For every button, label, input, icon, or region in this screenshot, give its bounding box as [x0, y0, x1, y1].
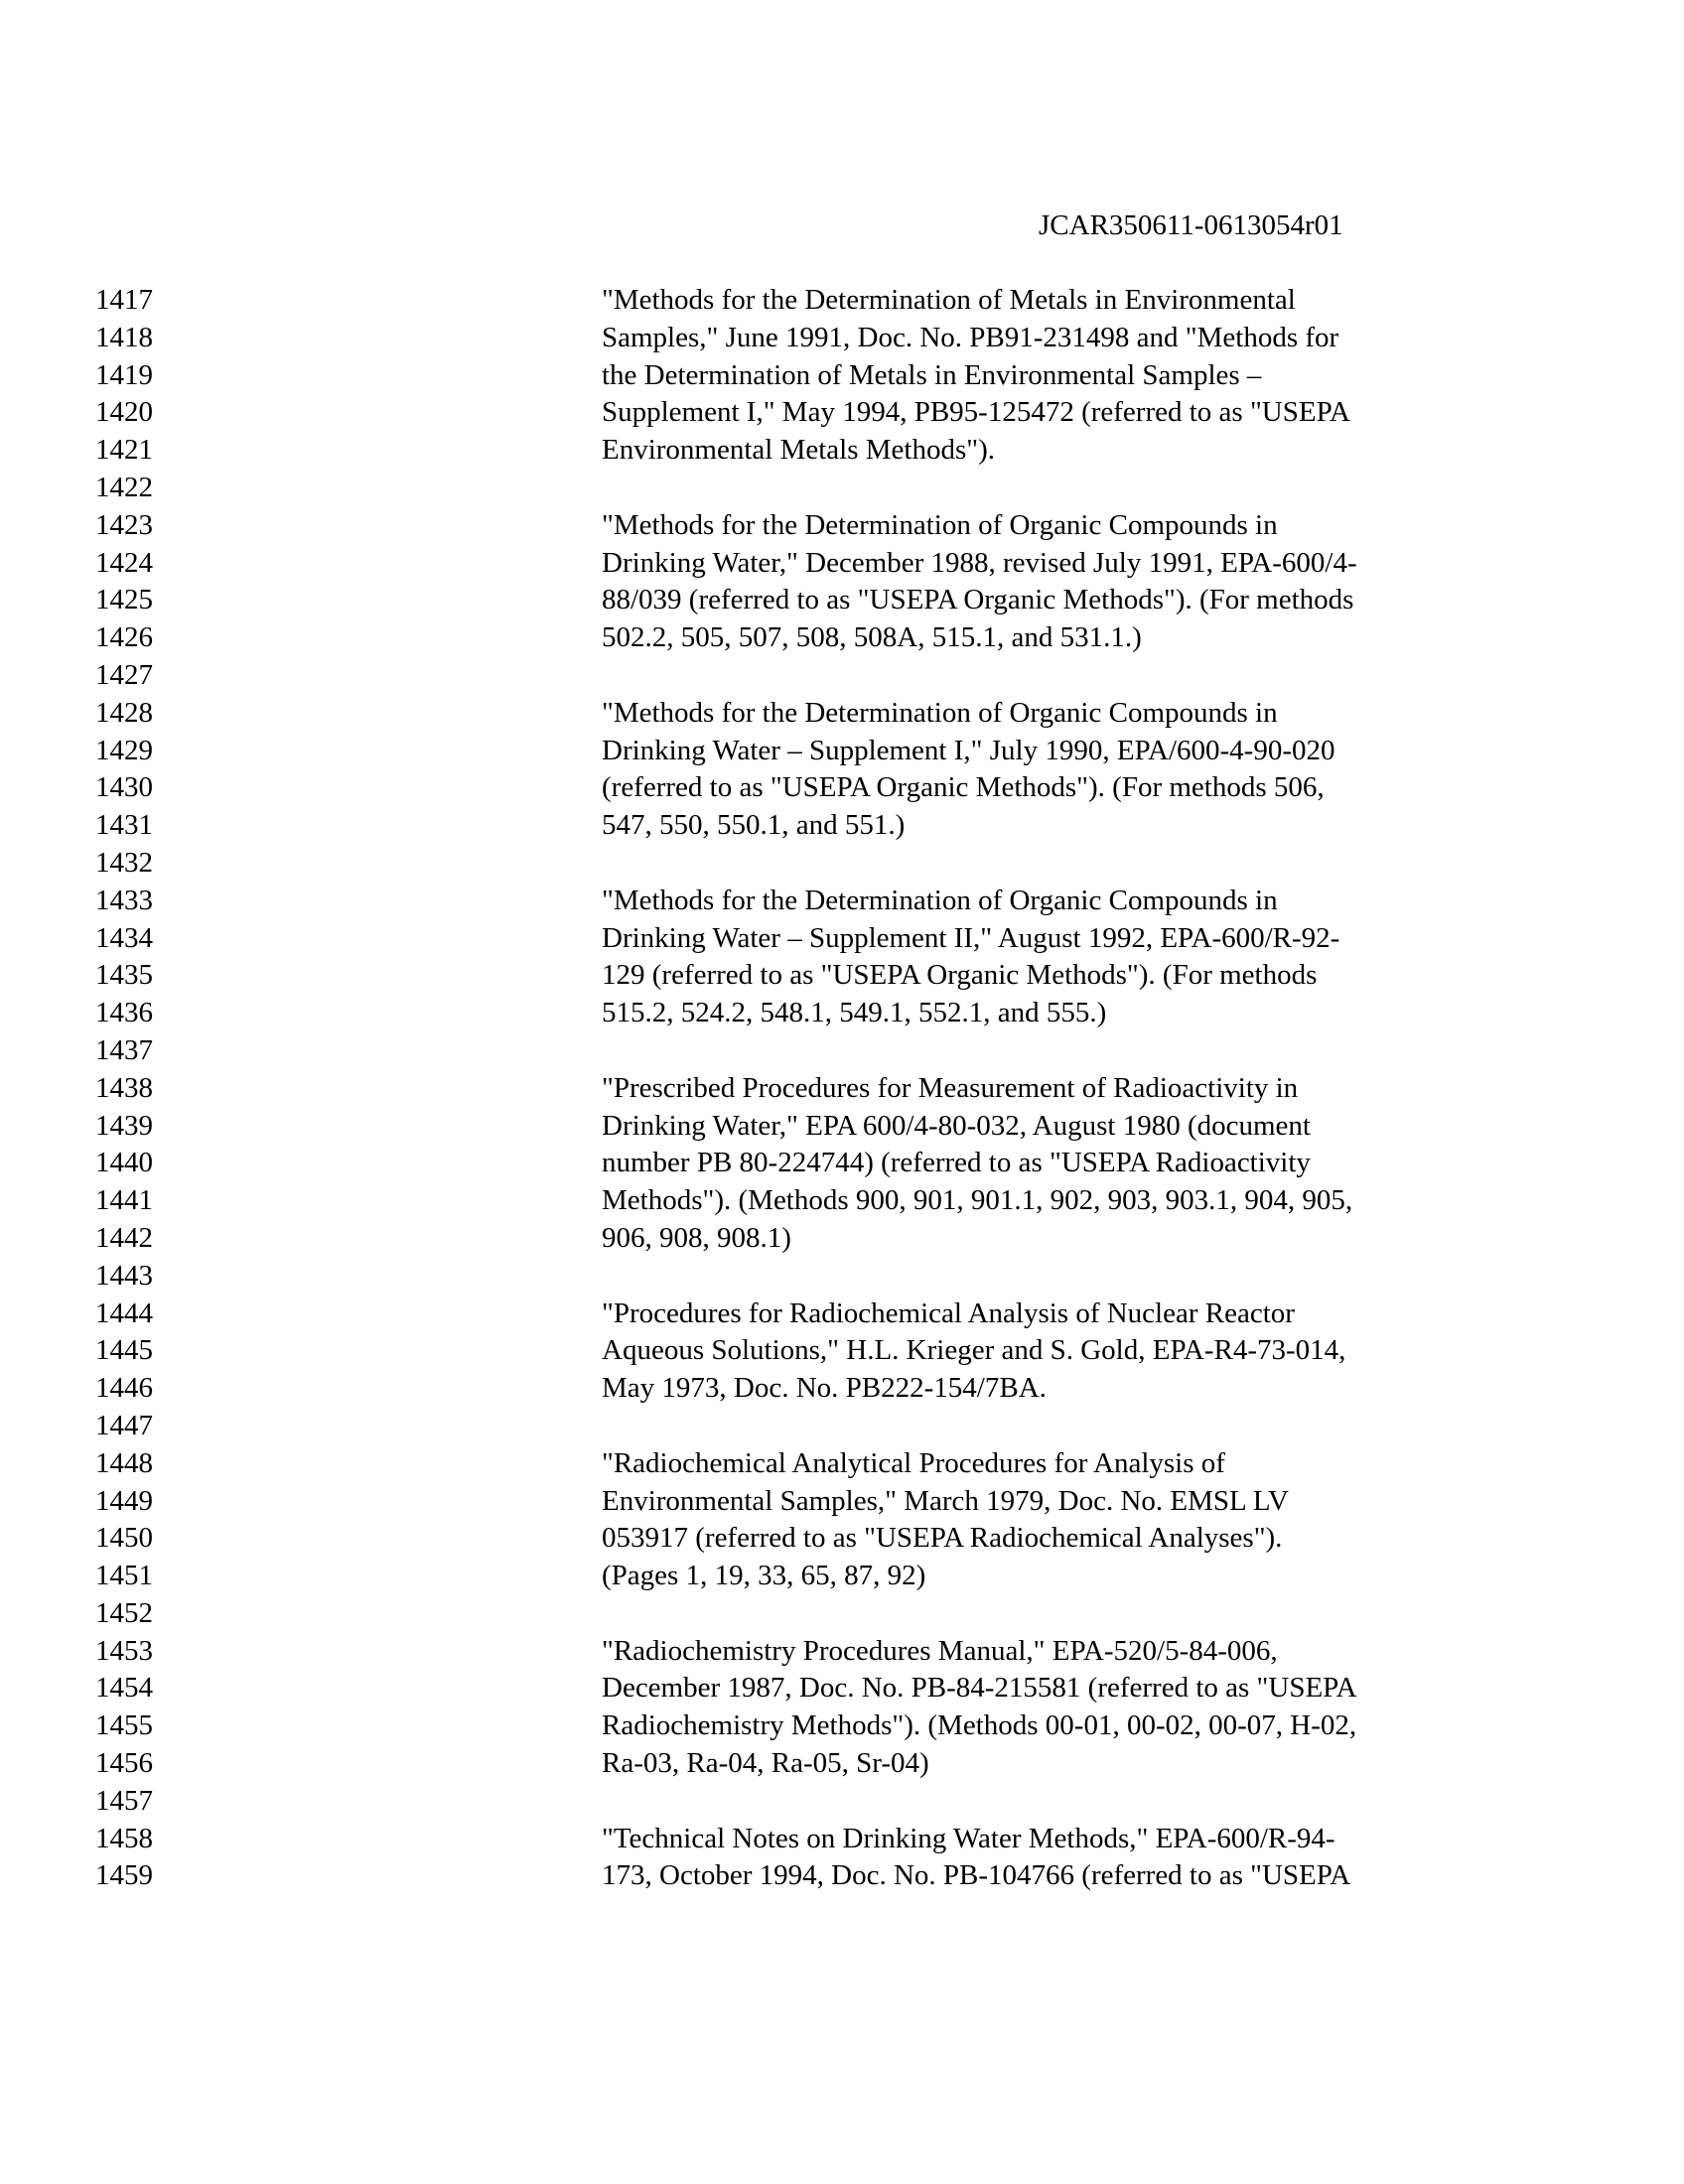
line-number: 1443: [95, 1259, 153, 1292]
reference-line: 88/039 (referred to as "USEPA Organic Methods"). (For methods: [602, 584, 1354, 616]
reference-line: Environmental Samples," March 1979, Doc. No. EMSL LV: [602, 1484, 1289, 1517]
reference-entry: [602, 1070, 1495, 1258]
line-number: 1457: [95, 1784, 153, 1817]
line-number: 1436: [95, 997, 153, 1029]
line-number: 1446: [95, 1372, 153, 1405]
reference-entry: [602, 1445, 1495, 1595]
line-number: 1431: [95, 809, 153, 842]
line-number: 1432: [95, 846, 153, 879]
line-number: 1451: [95, 1560, 153, 1592]
reference-line: 502.2, 505, 507, 508, 508A, 515.1, and 531.1.): [602, 621, 1142, 654]
line-number: 1433: [95, 884, 153, 916]
line-number: 1424: [95, 546, 153, 579]
reference-line: "Procedures for Radiochemical Analysis of Nuclear Reactor: [602, 1297, 1295, 1329]
line-number: 1418: [95, 321, 153, 353]
line-number: 1455: [95, 1709, 153, 1742]
reference-entry: [602, 1821, 1495, 1896]
line-number-column: [95, 282, 185, 1895]
line-number: 1430: [95, 771, 153, 804]
reference-entry: [602, 1296, 1495, 1408]
line-number: 1441: [95, 1184, 153, 1217]
line-number: 1444: [95, 1297, 153, 1329]
line-number: 1429: [95, 734, 153, 766]
line-number: 1453: [95, 1634, 153, 1667]
line-number: 1448: [95, 1446, 153, 1479]
reference-line: Drinking Water," December 1988, revised July 1991, EPA-600/4-: [602, 546, 1357, 579]
reference-entry: [602, 695, 1495, 845]
line-number: 1421: [95, 434, 153, 467]
line-number: 1426: [95, 621, 153, 654]
reference-line: Drinking Water," EPA 600/4-80-032, August 1980 (document: [602, 1109, 1311, 1142]
reference-line: (referred to as "USEPA Organic Methods"). (For methods 506,: [602, 771, 1325, 804]
line-number: 1456: [95, 1747, 153, 1780]
reference-line: "Prescribed Procedures for Measurement of Radioactivity in: [602, 1071, 1299, 1104]
reference-line: Ra-03, Ra-04, Ra-05, Sr-04): [602, 1747, 929, 1780]
reference-line: 906, 908, 908.1): [602, 1221, 791, 1254]
reference-entry: [602, 282, 1495, 470]
reference-line: "Radiochemical Analytical Procedures for Analysis of: [602, 1446, 1225, 1479]
reference-line: Supplement I," May 1994, PB95-125472 (referred to as "USEPA: [602, 396, 1350, 429]
reference-entry: [602, 883, 1495, 1032]
reference-line: Drinking Water – Supplement II," August 1992, EPA-600/R-92-: [602, 921, 1340, 954]
reference-line: May 1973, Doc. No. PB222-154/7BA.: [602, 1372, 1047, 1405]
reference-line: "Methods for the Determination of Metals in Environmental: [602, 284, 1296, 316]
reference-line: Radiochemistry Methods"). (Methods 00-01, 00-02, 00-07, H-02,: [602, 1709, 1357, 1742]
reference-line: Aqueous Solutions," H.L. Krieger and S. Gold, EPA-R4-73-014,: [602, 1334, 1346, 1367]
line-number: 1422: [95, 471, 153, 503]
reference-line: 129 (referred to as "USEPA Organic Methods"). (For methods: [602, 959, 1318, 992]
reference-entry: [602, 507, 1495, 657]
line-number: 1428: [95, 696, 153, 729]
reference-line: Methods"). (Methods 900, 901, 901.1, 902, 903, 903.1, 904, 905,: [602, 1184, 1353, 1217]
line-number: 1447: [95, 1409, 153, 1441]
reference-line: 173, October 1994, Doc. No. PB-104766 (referred to as "USEPA: [602, 1859, 1351, 1892]
line-number: 1435: [95, 959, 153, 992]
reference-line: "Methods for the Determination of Organic Compounds in: [602, 884, 1278, 916]
reference-line: 053917 (referred to as "USEPA Radiochemical Analyses").: [602, 1522, 1283, 1555]
line-number: 1420: [95, 396, 153, 429]
line-number: 1423: [95, 508, 153, 541]
line-number: 1452: [95, 1596, 153, 1629]
line-number: 1437: [95, 1033, 153, 1066]
reference-line: "Methods for the Determination of Organic Compounds in: [602, 696, 1278, 729]
reference-line: the Determination of Metals in Environmental Samples –: [602, 358, 1262, 391]
reference-list: [602, 282, 1495, 1933]
line-number: 1439: [95, 1109, 153, 1142]
line-number: 1438: [95, 1071, 153, 1104]
reference-line: 515.2, 524.2, 548.1, 549.1, 552.1, and 555.): [602, 997, 1107, 1029]
line-number: 1442: [95, 1221, 153, 1254]
line-number: 1440: [95, 1147, 153, 1179]
reference-line: (Pages 1, 19, 33, 65, 87, 92): [602, 1560, 926, 1592]
line-number: 1449: [95, 1484, 153, 1517]
reference-entry: [602, 1633, 1495, 1783]
line-number: 1445: [95, 1334, 153, 1367]
line-number: 1459: [95, 1859, 153, 1892]
reference-line: Samples," June 1991, Doc. No. PB91-231498 and "Methods for: [602, 321, 1339, 353]
reference-line: 547, 550, 550.1, and 551.): [602, 809, 906, 842]
line-number: 1417: [95, 284, 153, 316]
line-number: 1419: [95, 358, 153, 391]
line-number: 1450: [95, 1522, 153, 1555]
reference-line: "Radiochemistry Procedures Manual," EPA-520/5-84-006,: [602, 1634, 1278, 1667]
reference-line: December 1987, Doc. No. PB-84-215581 (referred to as "USEPA: [602, 1672, 1357, 1705]
line-number: 1427: [95, 658, 153, 691]
reference-line: "Methods for the Determination of Organic Compounds in: [602, 508, 1278, 541]
line-number: 1434: [95, 921, 153, 954]
line-number: 1425: [95, 584, 153, 616]
reference-line: Drinking Water – Supplement I," July 1990, EPA/600-4-90-020: [602, 734, 1335, 766]
reference-line: number PB 80-224744) (referred to as "USEPA Radioactivity: [602, 1147, 1311, 1179]
document-id: JCAR350611-0613054r01: [1039, 209, 1343, 241]
reference-line: Environmental Metals Methods").: [602, 434, 996, 467]
line-number: 1458: [95, 1822, 153, 1854]
reference-line: "Technical Notes on Drinking Water Methods," EPA-600/R-94-: [602, 1822, 1335, 1854]
line-number: 1454: [95, 1672, 153, 1705]
